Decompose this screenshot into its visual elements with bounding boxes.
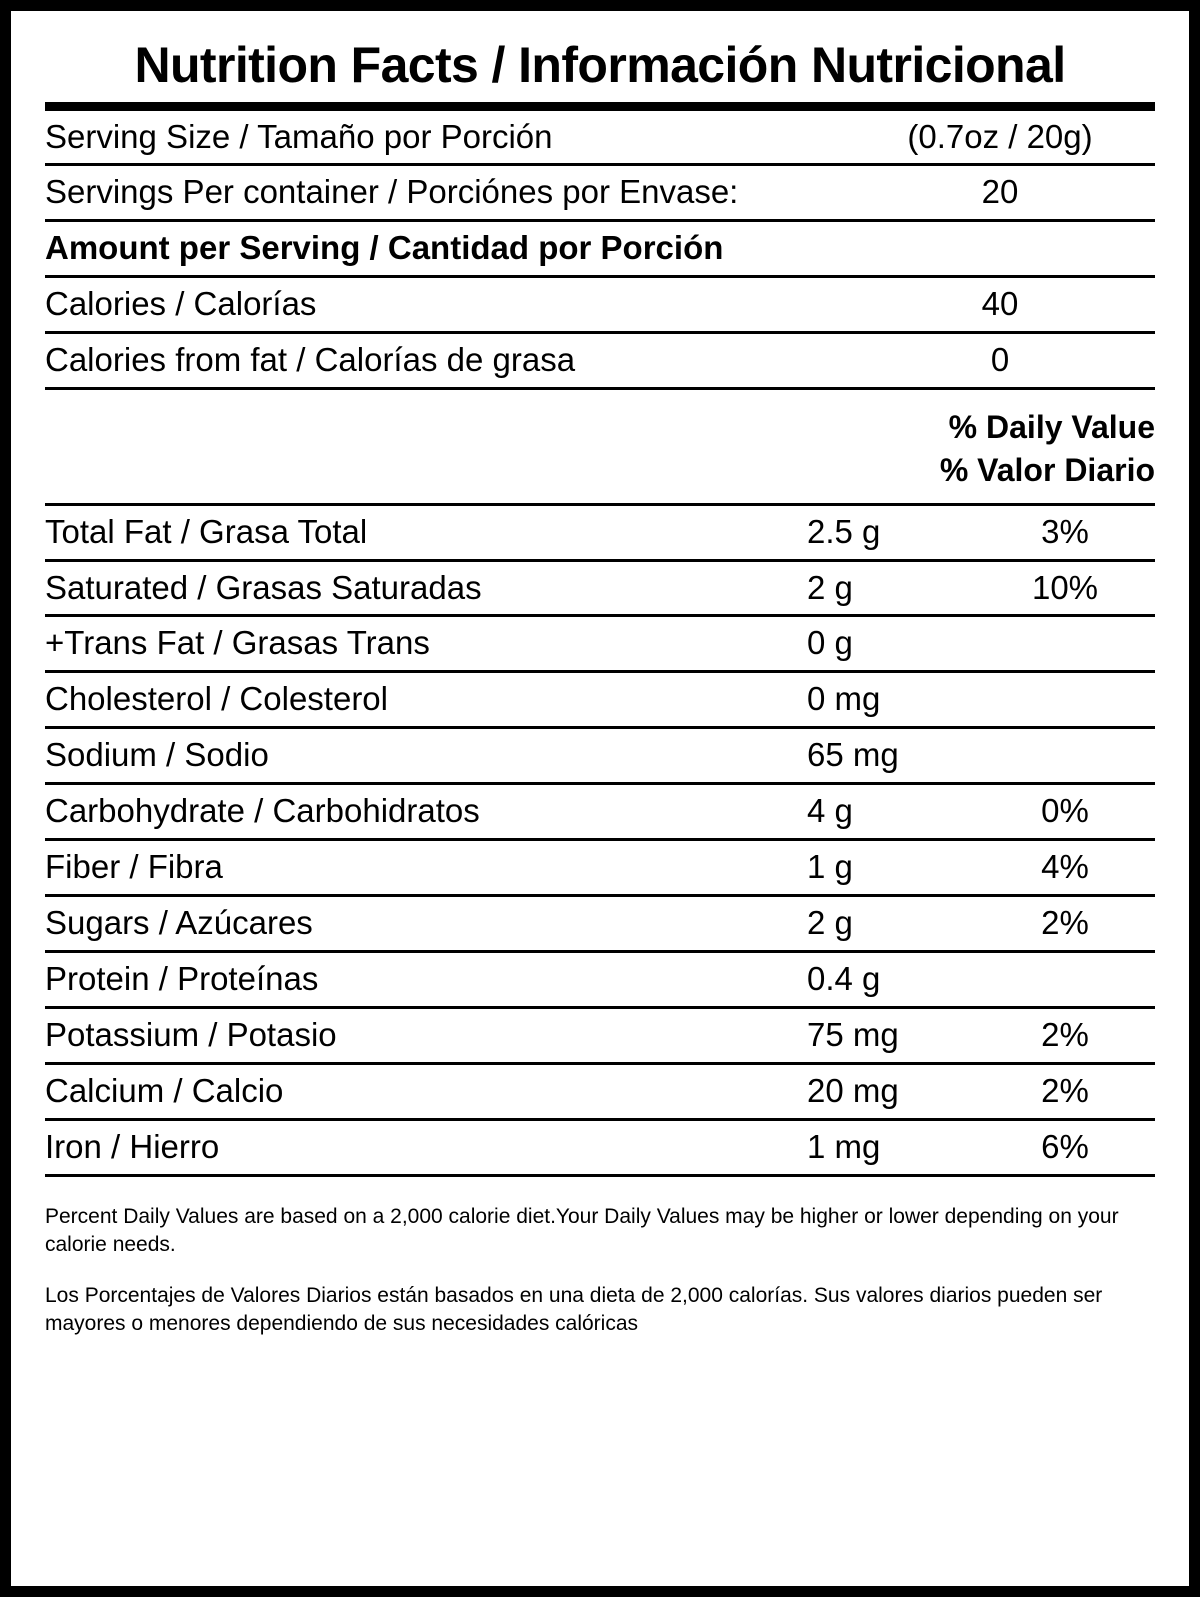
calories-from-fat-value: 0 bbox=[990, 341, 1010, 379]
nutrient-dv: 3% bbox=[1041, 512, 1089, 550]
nutrient-amount: 1 g bbox=[807, 848, 853, 886]
table-row bbox=[45, 841, 1155, 894]
table-row bbox=[45, 673, 1155, 726]
nutrient-dv: 2% bbox=[1041, 904, 1089, 942]
nutrient-name: Sugars / Azúcares bbox=[45, 904, 313, 942]
nutrient-dv: 0% bbox=[1041, 792, 1089, 830]
row-serving-size bbox=[45, 111, 1155, 164]
table-row bbox=[45, 506, 1155, 559]
table-row bbox=[45, 1065, 1155, 1118]
table-row bbox=[45, 617, 1155, 670]
table-row bbox=[45, 729, 1155, 782]
nutrient-rows bbox=[45, 506, 1155, 1177]
nutrient-name: Fiber / Fibra bbox=[45, 848, 223, 886]
daily-value-header bbox=[45, 390, 1155, 502]
table-row bbox=[45, 562, 1155, 615]
table-row bbox=[45, 1009, 1155, 1062]
serving-size-label: Serving Size / Tamaño por Porción bbox=[45, 117, 553, 155]
table-row bbox=[45, 897, 1155, 950]
calories-label: Calories / Calorías bbox=[45, 285, 317, 323]
nutrient-name: Carbohydrate / Carbohidratos bbox=[45, 792, 480, 830]
servings-per-container-label: Servings Per container / Porciónes por Envase: bbox=[45, 173, 739, 211]
row-calories bbox=[45, 278, 1155, 331]
nutrient-dv: 2% bbox=[1041, 1016, 1089, 1053]
nutrient-name: Total Fat / Grasa Total bbox=[45, 512, 368, 550]
servings-per-container-value: 20 bbox=[981, 173, 1019, 211]
row-amount-per-serving bbox=[45, 222, 1155, 275]
footnotes bbox=[45, 1177, 1155, 1338]
nutrient-amount: 65 mg bbox=[807, 736, 899, 774]
divider-thick-top bbox=[45, 102, 1155, 111]
footnote-english: Percent Daily Values are based on a 2,000 calorie diet.Your Daily Values may be higher or lower depending on your calorie needs. bbox=[45, 1204, 1119, 1257]
table-row bbox=[45, 785, 1155, 838]
calories-value: 40 bbox=[981, 285, 1019, 323]
nutrient-dv: 6% bbox=[1041, 1127, 1089, 1165]
footnote-spanish: Los Porcentajes de Valores Diarios están basados en una dieta de 2,000 calorías. Sus valores diarios pueden ser mayores o menores dependiendo de sus necesidades calóricas bbox=[45, 1283, 1103, 1335]
nutrient-name: Calcium / Calcio bbox=[45, 1071, 284, 1109]
daily-value-header-line1: % Daily Value bbox=[948, 409, 1155, 446]
nutrient-dv: 10% bbox=[1031, 568, 1099, 606]
nutrient-name: Potassium / Potasio bbox=[45, 1016, 337, 1053]
amount-per-serving-heading: Amount per Serving / Cantidad por Porción bbox=[45, 229, 724, 267]
label-content bbox=[27, 25, 1173, 1576]
nutrient-name: Sodium / Sodio bbox=[45, 736, 269, 774]
row-servings-per-container bbox=[45, 166, 1155, 219]
row-calories-from-fat bbox=[45, 334, 1155, 387]
nutrient-amount: 20 mg bbox=[807, 1071, 899, 1109]
nutrient-amount: 0.4 g bbox=[807, 960, 881, 998]
nutrient-name: Saturated / Grasas Saturadas bbox=[45, 568, 482, 606]
label-title: Nutrition Facts / Información Nutricional bbox=[134, 37, 1066, 93]
nutrient-amount: 0 mg bbox=[807, 680, 881, 718]
nutrient-amount: 2.5 g bbox=[807, 512, 881, 550]
nutrient-name: Protein / Proteínas bbox=[45, 960, 319, 998]
nutrient-dv: 2% bbox=[1041, 1071, 1089, 1109]
nutrient-amount: 1 mg bbox=[807, 1127, 881, 1165]
daily-value-header-line2: % Valor Diario bbox=[939, 452, 1155, 489]
nutrient-name: Iron / Hierro bbox=[45, 1127, 220, 1165]
calories-from-fat-label: Calories from fat / Calorías de grasa bbox=[45, 341, 576, 379]
nutrient-dv: 4% bbox=[1041, 848, 1089, 886]
nutrient-amount: 4 g bbox=[807, 792, 853, 830]
nutrient-amount: 2 g bbox=[807, 568, 853, 606]
table-row bbox=[45, 1121, 1155, 1174]
nutrient-amount: 0 g bbox=[807, 624, 853, 662]
nutrient-amount: 2 g bbox=[807, 904, 853, 942]
nutrient-name: Cholesterol / Colesterol bbox=[45, 680, 388, 718]
serving-size-value: (0.7oz / 20g) bbox=[907, 117, 1093, 155]
nutrient-name: +Trans Fat / Grasas Trans bbox=[45, 624, 430, 662]
table-row bbox=[45, 953, 1155, 1006]
nutrient-amount: 75 mg bbox=[807, 1016, 899, 1053]
